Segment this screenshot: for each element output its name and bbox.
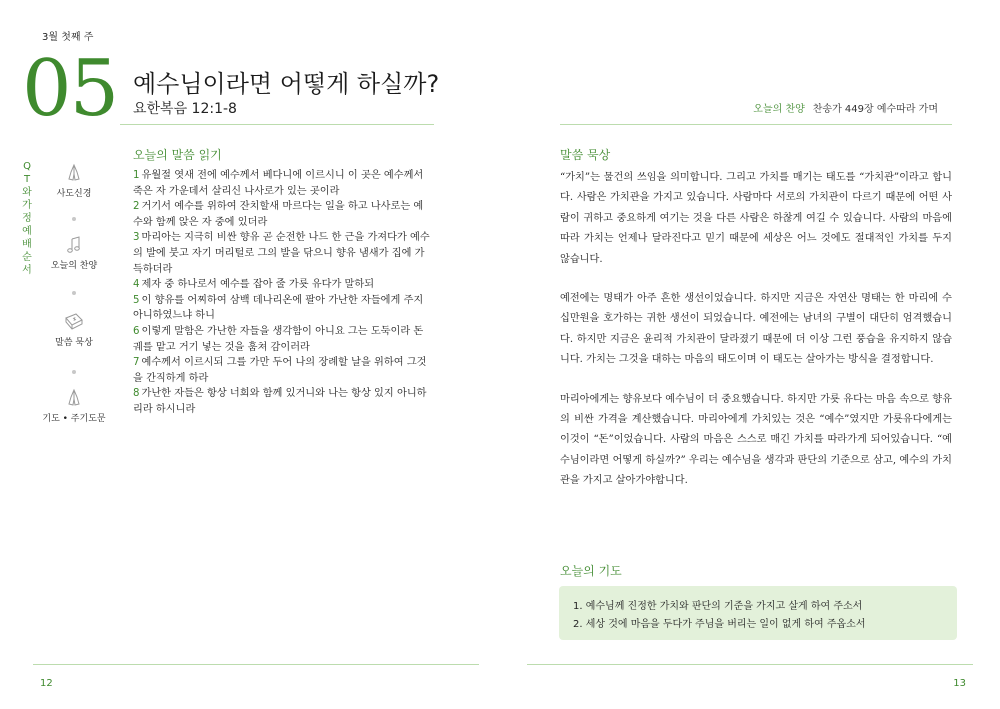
hymn-info — [753, 100, 938, 115]
meditation-paragraph: “가치”는 물건의 쓰임을 의미합니다. 그리고 가치를 매기는 태도를 “가치관”이라고 합니다. 사람은 가치관을 가지고 있습니다. 사람마다 서로의 가치관이 다르기 때문에 어떤 사람이 귀하고 중요하게 여기는 것을 다른 사람은 하찮게 여길 수 있습니다. 사람의 마음에 따라 가치는 언제나 달라진다고 믿기 때문에 세상은 어느 것에도 절대적인 가치를 두지 않습니다. — [560, 172, 952, 265]
scripture-reference: 요한복음 12:1-8 — [133, 101, 237, 117]
sidebar-item-label: 사도신경 — [56, 189, 92, 199]
meditation-paragraph: 마리아에게는 향유보다 예수님이 더 중요했습니다. 하지만 가룟 유다는 마음 속으로 향유의 비싼 가격을 계산했습니다. 마리아에게 가치있는 것은 “예수”였지만 가룟유다에게는 이것이 “돈”이었습니다. 사람의 마음은 스스로 매긴 가치를 따라가게 되어있습니다. “예수님이라면 어떻게 하실까?” 우리는 예수님을 생각과 판단의 기준으로 삼고, 예수의 가치관을 가지고 살아가야합니다. — [560, 393, 952, 487]
praying-hands-icon — [64, 388, 84, 408]
verse-number: 5 — [133, 294, 140, 306]
sidebar-item-meditation — [36, 312, 112, 348]
footer-divider-left — [33, 664, 479, 665]
prayer-item: 1. 예수님께 진정한 가치와 판단의 기준을 가지고 살게 하여 주소서 — [573, 601, 863, 612]
page-title: 예수님이라면 어떻게 하실까? — [133, 70, 440, 98]
praying-hands-icon — [64, 163, 84, 183]
verse-text: 가난한 자들은 항상 너희와 함께 있거니와 나는 항상 있지 아니하리라 하시니라 — [133, 388, 427, 415]
hymn-title: 찬송가 449장 예수따라 가며 — [812, 104, 938, 115]
sidebar-item-label: 기도 • 주기도문 — [42, 414, 106, 424]
sidebar-item-prayer — [36, 388, 112, 424]
verse — [133, 355, 433, 386]
page-number-left: 12 — [40, 678, 53, 689]
verse-number: 6 — [133, 325, 140, 337]
sidebar-dot — [72, 217, 76, 221]
verse-text: 유월절 엿새 전에 예수께서 베다니에 이르시니 이 곳은 예수께서 죽은 자 가운데서 살리신 나사로가 있는 곳이라 — [133, 170, 424, 197]
header-divider-left — [120, 124, 434, 125]
meditation-body — [560, 168, 952, 511]
sidebar-item-label: 오늘의 찬양 — [50, 261, 98, 271]
verse-text: 마리아는 지극히 비싼 향유 곧 순전한 나드 한 근을 가져다가 예수의 발에 붓고 자기 머리털로 그의 발을 닦으니 향유 냄새가 집에 가득하더라 — [133, 232, 430, 275]
sidebar-dot — [72, 291, 76, 295]
verse-text: 제자 중 하나로서 예수를 잡아 줄 가룟 유다가 말하되 — [141, 279, 375, 291]
bible-book-icon — [63, 312, 85, 332]
verse — [133, 293, 433, 324]
meditation-paragraph: 예전에는 명태가 아주 흔한 생선이었습니다. 하지만 지금은 자연산 명태는 한 마리에 수 십만원을 호가하는 귀한 생선이 되었습니다. 예전에는 남녀의 구별이 대단히 엄격했습니다. 하지만 지금은 윤리적 가치관이 달라졌기 때문에 더 이상 그런 풍습을 유지하지 않습니다. 가치는 그것을 대하는 마음의 태도이며 이 태도는 살아가는 방식을 결정합니다. — [560, 293, 952, 366]
verse-text: 이렇게 말함은 가난한 자들을 생각함이 아니요 그는 도둑이라 돈궤를 맡고 거기 넣는 것을 훔쳐 감이러라 — [133, 325, 424, 353]
verse-number: 2 — [133, 201, 140, 213]
prayer-box — [559, 586, 957, 640]
verse-text: 거기서 예수를 위하여 잔치할새 마르다는 일을 하고 나사로는 예수와 함께 앉은 자 중에 있더라 — [133, 201, 424, 228]
verse-text: 이 향유를 어찌하여 삼백 데나리온에 팔아 가난한 자들에게 주지 아니하였느냐 하니 — [133, 294, 424, 322]
verse-number: 7 — [133, 357, 140, 369]
verse — [133, 324, 433, 355]
verse — [133, 386, 433, 417]
prayer-item: 2. 세상 것에 마음을 두다가 주님을 버리는 일이 없게 하여 주옵소서 — [573, 619, 866, 630]
sidebar-dot — [72, 370, 76, 374]
sidebar-item-label: 말씀 묵상 — [55, 338, 93, 348]
verse-number: 8 — [133, 388, 140, 400]
verse — [133, 277, 433, 293]
week-label: 3월 첫째 주 — [42, 32, 94, 43]
verse — [133, 168, 433, 199]
page-number-right: 13 — [953, 678, 966, 689]
sidebar-item-creed — [36, 163, 112, 199]
reading-title: 오늘의 말씀 읽기 — [133, 148, 222, 162]
verse — [133, 199, 433, 230]
footer-divider-right — [527, 664, 973, 665]
meditation-title: 말씀 묵상 — [560, 148, 611, 162]
verse-number: 3 — [133, 232, 140, 244]
verse — [133, 230, 433, 277]
lesson-number: 05 — [22, 44, 118, 134]
header-divider-right — [560, 124, 952, 125]
verse-number: 1 — [133, 170, 140, 181]
verse-list — [133, 168, 433, 418]
verse-number: 4 — [133, 279, 140, 291]
qt-order-vertical-label: QT와 가정예배 순서 — [22, 161, 32, 276]
sidebar-item-hymn — [36, 235, 112, 271]
music-note-icon — [64, 235, 84, 255]
verse-text: 예수께서 이르시되 그를 가만 두어 나의 장례할 날을 위하여 그것을 간직하게 하라 — [133, 357, 427, 384]
hymn-label: 오늘의 찬양 — [753, 104, 805, 115]
prayer-title: 오늘의 기도 — [560, 564, 622, 578]
